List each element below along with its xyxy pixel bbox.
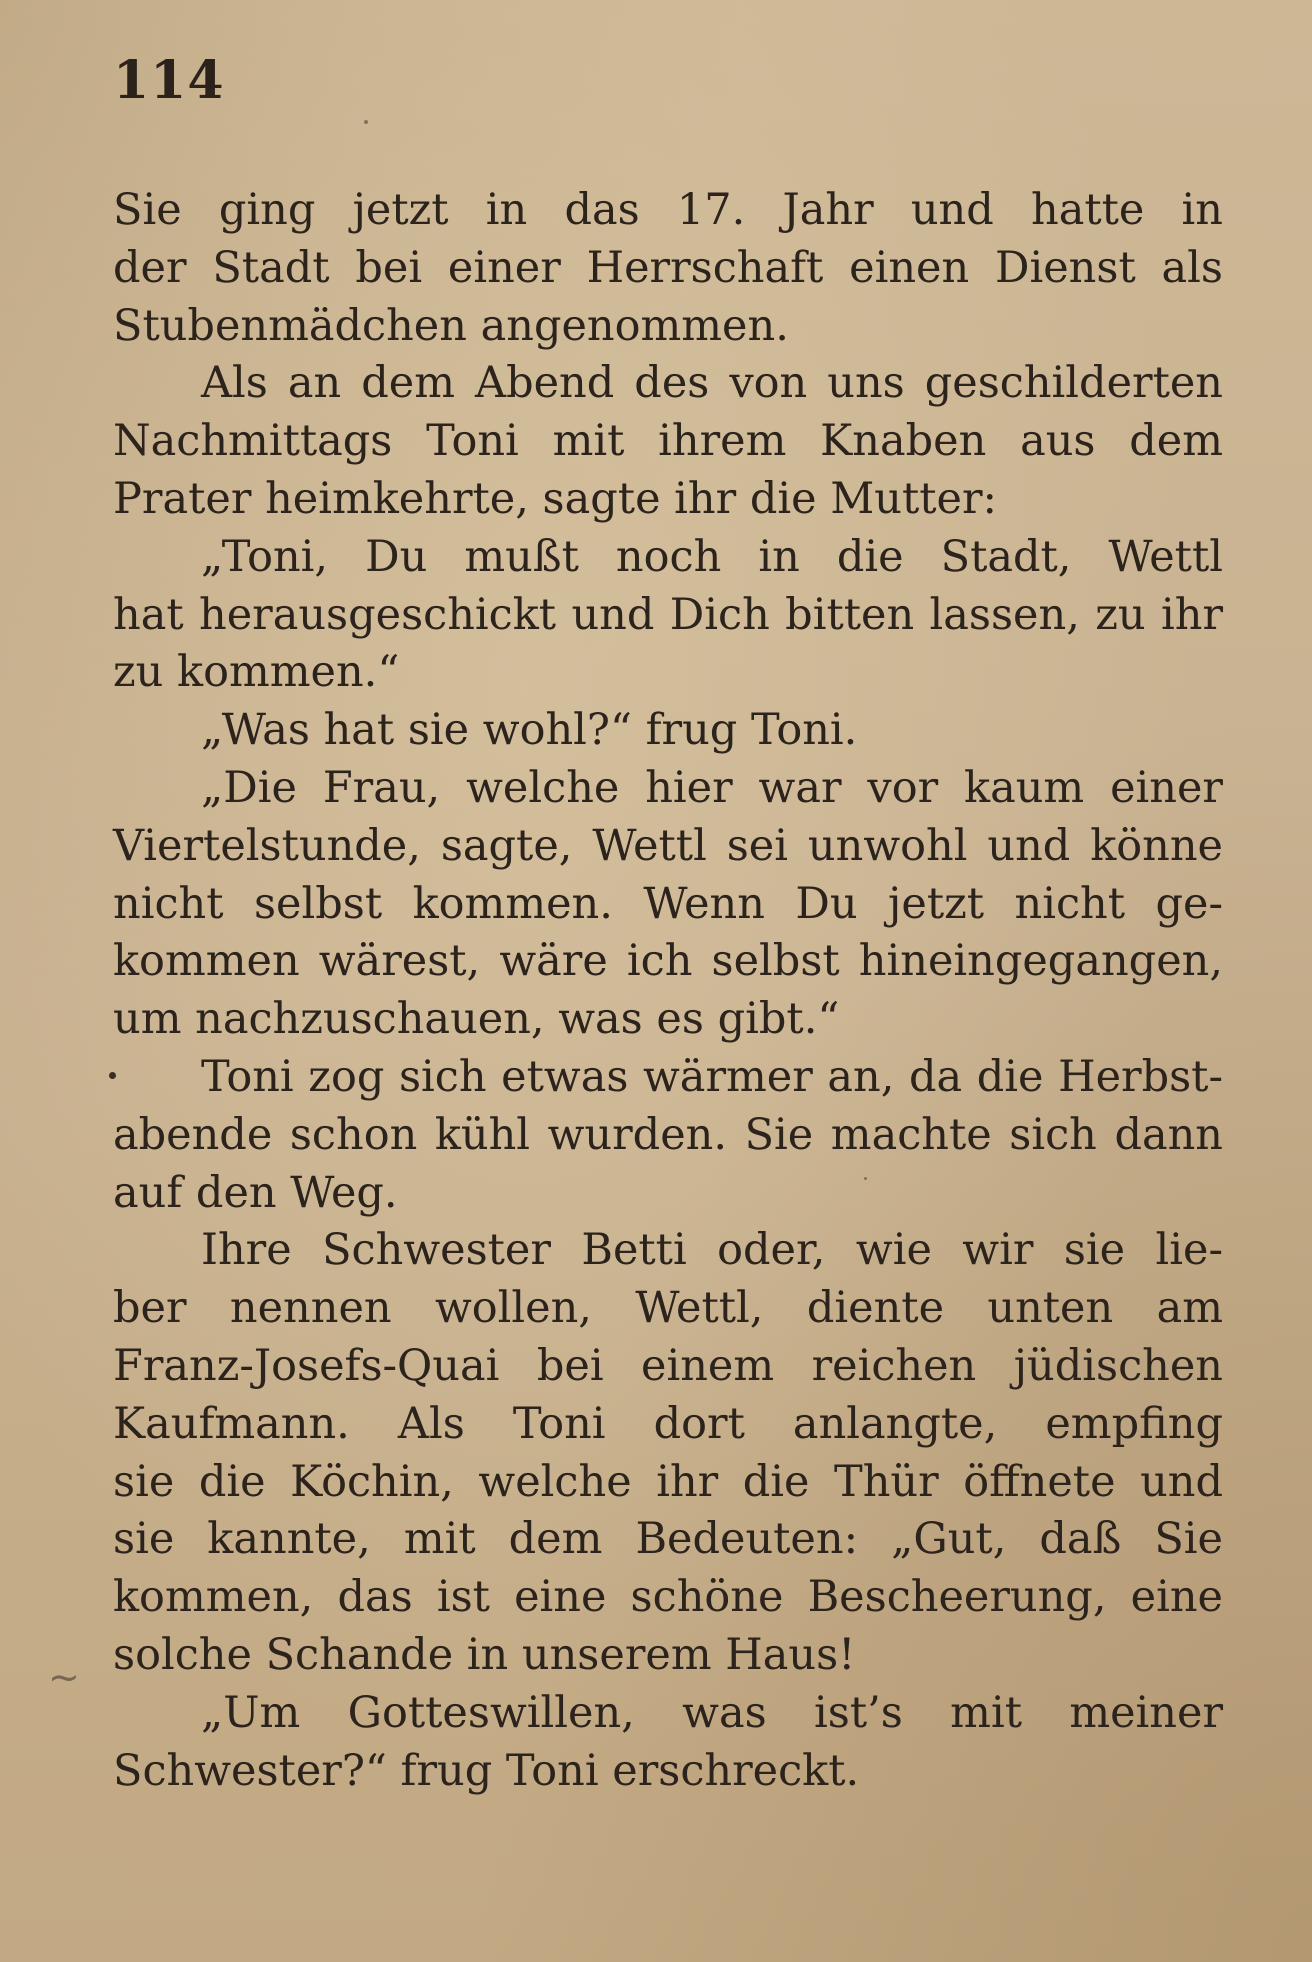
body-text [113, 182, 1223, 1800]
text-line: abende schon kühl wurden. Sie machte sich dann [113, 1109, 1223, 1160]
text-line: Schwester?“ frug Toni erschreckt. [113, 1745, 860, 1796]
text-line: Prater heimkehrte, sagte ihr die Mutter: [113, 473, 998, 524]
text-line: „Um Gotteswillen, was ist’s mit meiner [201, 1687, 1223, 1738]
margin-pencil-mark: ~ [48, 1655, 80, 1699]
text-line: Toni zog sich etwas wärmer an, da die Herbst- [201, 1051, 1223, 1102]
text-line: „Was hat sie wohl?“ frug Toni. [201, 705, 858, 756]
text-line: „Die Frau, welche hier war vor kaum einer [201, 762, 1223, 813]
text-line: ber nennen wollen, Wettl, diente unten am [113, 1283, 1223, 1334]
paper-speck [364, 120, 368, 124]
text-line: sie die Köchin, welche ihr die Thür öffnete und [113, 1456, 1223, 1507]
text-line: Kaufmann. Als Toni dort anlangte, empfing [113, 1398, 1223, 1449]
text-line: Ihre Schwester Betti oder, wie wir sie lie- [201, 1225, 1223, 1276]
text-line: kommen wärest, wäre ich selbst hineingegangen, [113, 936, 1223, 987]
text-line: Sie ging jetzt in das 17. Jahr und hatte in [113, 185, 1223, 235]
text-line: zu kommen.“ [113, 647, 400, 698]
text-line: hat herausgeschickt und Dich bitten lassen, zu ihr [113, 589, 1223, 640]
paper-speck [109, 1072, 116, 1079]
text-line: solche Schande in unserem Haus! [113, 1629, 856, 1680]
text-line: Stubenmädchen angenommen. [113, 300, 789, 351]
text-line: „Toni, Du mußt noch in die Stadt, Wettl [201, 531, 1223, 582]
text-line: um nachzuschauen, was es gibt.“ [113, 994, 840, 1045]
text-line: Franz-Josefs-Quai bei einem reichen jüdischen [113, 1340, 1223, 1391]
text-line: der Stadt bei einer Herrschaft einen Dienst als [113, 242, 1223, 293]
text-line: Viertelstunde, sagte, Wettl sei unwohl und könne [113, 820, 1223, 871]
page-number: 114 [113, 50, 225, 111]
paper-speck [864, 1177, 867, 1180]
text-line: kommen, das ist eine schöne Bescheerung, eine [113, 1572, 1223, 1623]
text-line: nicht selbst kommen. Wenn Du jetzt nicht ge- [113, 878, 1223, 929]
text-line: sie kannte, mit dem Bedeuten: „Gut, daß Sie [113, 1514, 1223, 1565]
text-line: Als an dem Abend des von uns geschilderten [201, 358, 1223, 409]
text-line: Nachmittags Toni mit ihrem Knaben aus dem [113, 416, 1223, 467]
text-line: auf den Weg. [113, 1167, 398, 1218]
